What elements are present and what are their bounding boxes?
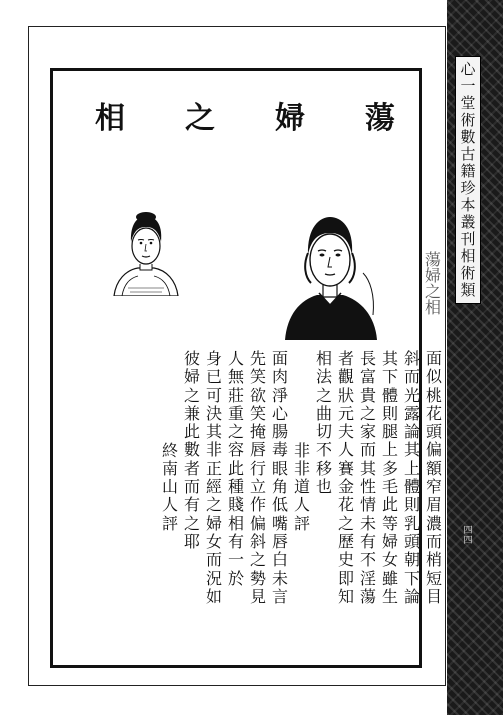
text-char: 之 [249,550,266,570]
text-char: 數 [183,440,200,460]
commentary-text [123,350,443,650]
series-strip-char: 籍 [460,162,476,180]
series-title-strip [455,56,481,304]
text-char: 不 [359,550,376,570]
text-char: 眼 [271,458,288,478]
text-char: 道 [293,477,310,497]
text-char: 兼 [183,403,200,423]
text-char: 先 [249,349,266,368]
text-char: 者 [183,458,200,478]
text-char: 婦 [183,367,200,387]
series-strip-char: 本 [460,196,476,214]
side-ghost-char: 相 [425,298,442,317]
text-char: 面 [271,349,288,368]
text-char: 角 [271,477,288,497]
text-char: 無 [227,367,244,387]
text-char: 眉 [425,495,442,515]
text-char: 偏 [425,440,442,460]
text-char: 乳 [403,513,420,533]
text-char: 淨 [271,385,288,405]
text-char: 之 [227,422,244,442]
text-char: 言 [271,586,288,606]
text-char: 身 [205,349,222,368]
text-char: 此 [183,422,200,442]
text-char: 頭 [403,531,420,551]
text-char: 情 [359,495,376,515]
text-char: 低 [271,495,288,515]
side-ghost-char: 之 [425,282,442,301]
text-column [249,350,267,650]
text-char: 切 [315,422,332,442]
text-char: 面 [425,349,442,368]
text-char: 非 [205,440,222,460]
text-char: 其 [359,458,376,478]
series-strip-char: 堂 [460,94,476,112]
text-char: 肉 [271,367,288,387]
text-char: 嘴 [271,513,288,533]
text-char: 也 [315,477,332,497]
signature-column [293,350,311,650]
text-char: 雖 [381,568,398,588]
text-char: 勢 [249,568,266,588]
text-char: 重 [227,403,244,423]
text-char: 評 [161,513,178,533]
text-char: 此 [381,495,398,515]
text-char: 莊 [227,385,244,405]
text-column [205,350,223,650]
text-char: 花 [425,403,442,423]
series-strip-char: 心 [460,60,476,78]
text-char: 其 [381,349,398,368]
text-char: 花 [337,495,354,515]
text-char: 歷 [337,531,354,551]
text-char: 不 [315,440,332,460]
text-char: 頭 [425,422,442,442]
text-char: 其 [403,440,420,460]
text-char: 毛 [381,477,398,497]
text-char: 之 [183,385,200,405]
text-char: 窄 [425,477,442,497]
plate-title-char: 蕩 [365,101,395,136]
text-char: 心 [271,403,288,423]
text-char: 家 [359,422,376,442]
text-char: 相 [315,349,332,368]
series-strip-char: 數 [460,128,476,146]
text-char: 容 [227,440,244,460]
text-char: 金 [337,477,354,497]
text-char: 下 [403,568,420,588]
text-char: 婦 [205,513,222,533]
text-char: 而 [359,440,376,460]
text-char: 之 [337,513,354,533]
text-char: 蕩 [359,586,376,606]
text-char: 濃 [425,513,442,533]
text-column [359,350,377,650]
signature-column [161,350,179,650]
side-ghost-char: 婦 [425,266,442,285]
plate-title [95,103,395,135]
text-char: 史 [337,550,354,570]
text-char: 未 [359,513,376,533]
text-column [425,350,443,650]
series-strip-char: 術 [460,264,476,282]
series-strip-char: 刊 [460,230,476,248]
text-char: 元 [337,403,354,423]
text-char: 觀 [337,367,354,387]
text-char: 而 [425,531,442,551]
text-char: 而 [183,477,200,497]
text-char: 夫 [337,422,354,442]
text-char: 種 [227,477,244,497]
text-char: 有 [359,531,376,551]
plate-title-char: 婦 [275,101,305,136]
text-char: 法 [315,367,332,387]
text-char: 相 [227,513,244,533]
side-ghost-title [425,250,442,317]
text-char: 其 [205,422,222,442]
text-char: 斜 [249,531,266,551]
text-char: 性 [359,477,376,497]
text-char: 掩 [249,422,266,442]
text-char: 似 [425,367,442,387]
text-char: 體 [403,477,420,497]
text-char: 作 [249,495,266,515]
text-char: 未 [271,568,288,588]
text-char: 露 [403,403,420,423]
text-char: 斜 [403,349,420,368]
portrait-woman-large [275,205,385,340]
text-char: 之 [359,403,376,423]
text-char: 彼 [183,349,200,368]
text-char: 而 [205,550,222,570]
text-char: 笑 [249,403,266,423]
text-char: 淫 [359,568,376,588]
text-char: 南 [161,458,178,478]
text-char: 人 [293,495,310,515]
text-char: 如 [205,586,222,606]
text-char: 人 [337,440,354,460]
text-char: 即 [337,568,354,588]
series-strip-char: 相 [460,247,476,265]
text-char: 之 [205,495,222,515]
text-char: 唇 [249,440,266,460]
page-number [456,526,480,546]
text-char: 山 [161,477,178,497]
text-char: 終 [161,440,178,460]
text-column [315,350,333,650]
text-char: 經 [205,477,222,497]
text-char: 正 [205,458,222,478]
text-char: 目 [425,586,442,606]
side-ghost-char: 蕩 [425,250,442,269]
text-char: 體 [381,385,398,405]
text-char: 毒 [271,440,288,460]
text-char: 論 [403,586,420,606]
text-char: 論 [403,422,420,442]
text-char: 賽 [337,458,354,478]
text-char: 之 [315,385,332,405]
text-char: 有 [183,495,200,515]
page-number-char: 四 [463,526,473,536]
text-column [337,350,355,650]
text-char: 而 [403,367,420,387]
portrait-woman-small [108,208,184,296]
text-char: 欲 [249,385,266,405]
text-char: 非 [293,458,310,478]
text-char: 人 [227,349,244,368]
text-char: 上 [403,458,420,478]
series-strip-char: 術 [460,111,476,129]
text-char: 行 [249,458,266,478]
series-strip-char: 古 [460,145,476,163]
text-char: 則 [403,495,420,515]
text-char: 額 [425,458,442,478]
text-char: 可 [205,385,222,405]
text-char: 梢 [425,550,442,570]
text-char: 等 [381,513,398,533]
text-char: 況 [205,568,222,588]
text-column [271,350,289,650]
text-char: 移 [315,458,332,478]
text-char: 此 [227,458,244,478]
plate-title-char: 相 [95,101,125,136]
text-char: 偏 [249,513,266,533]
text-column [381,350,399,650]
text-char: 有 [227,531,244,551]
text-char: 知 [337,586,354,606]
text-char: 已 [205,367,222,387]
text-char: 貴 [359,385,376,405]
text-char: 一 [227,550,244,570]
text-char: 長 [359,349,376,368]
text-char: 光 [403,385,420,405]
text-char: 人 [161,495,178,515]
text-char: 決 [205,403,222,423]
text-char: 婦 [381,531,398,551]
text-char: 見 [249,586,266,606]
text-char: 非 [293,440,310,460]
page-number-char: 四 [463,536,473,546]
text-column [183,350,201,650]
text-char: 多 [381,458,398,478]
text-char: 唇 [271,531,288,551]
text-char: 則 [381,403,398,423]
text-char: 賤 [227,495,244,515]
text-char: 生 [381,586,398,606]
text-char: 腿 [381,422,398,442]
text-column [227,350,245,650]
text-char: 之 [183,513,200,533]
text-char: 女 [205,531,222,551]
text-char: 於 [227,568,244,588]
text-char: 立 [249,477,266,497]
text-char: 女 [381,550,398,570]
text-char: 朝 [403,550,420,570]
text-char: 上 [381,440,398,460]
text-char: 短 [425,568,442,588]
series-strip-char: 類 [460,281,476,299]
text-char: 狀 [337,385,354,405]
series-strip-char: 一 [460,77,476,95]
series-strip-char: 叢 [460,213,476,231]
text-char: 富 [359,367,376,387]
text-char: 耶 [183,531,200,551]
text-char: 評 [293,513,310,533]
text-char: 桃 [425,385,442,405]
text-char: 下 [381,367,398,387]
text-char: 笑 [249,367,266,387]
series-strip-char: 珍 [460,179,476,197]
text-char: 白 [271,550,288,570]
text-char: 曲 [315,403,332,423]
text-char: 腸 [271,422,288,442]
text-char: 者 [337,349,354,368]
text-column [403,350,421,650]
plate-title-char: 之 [185,101,215,136]
